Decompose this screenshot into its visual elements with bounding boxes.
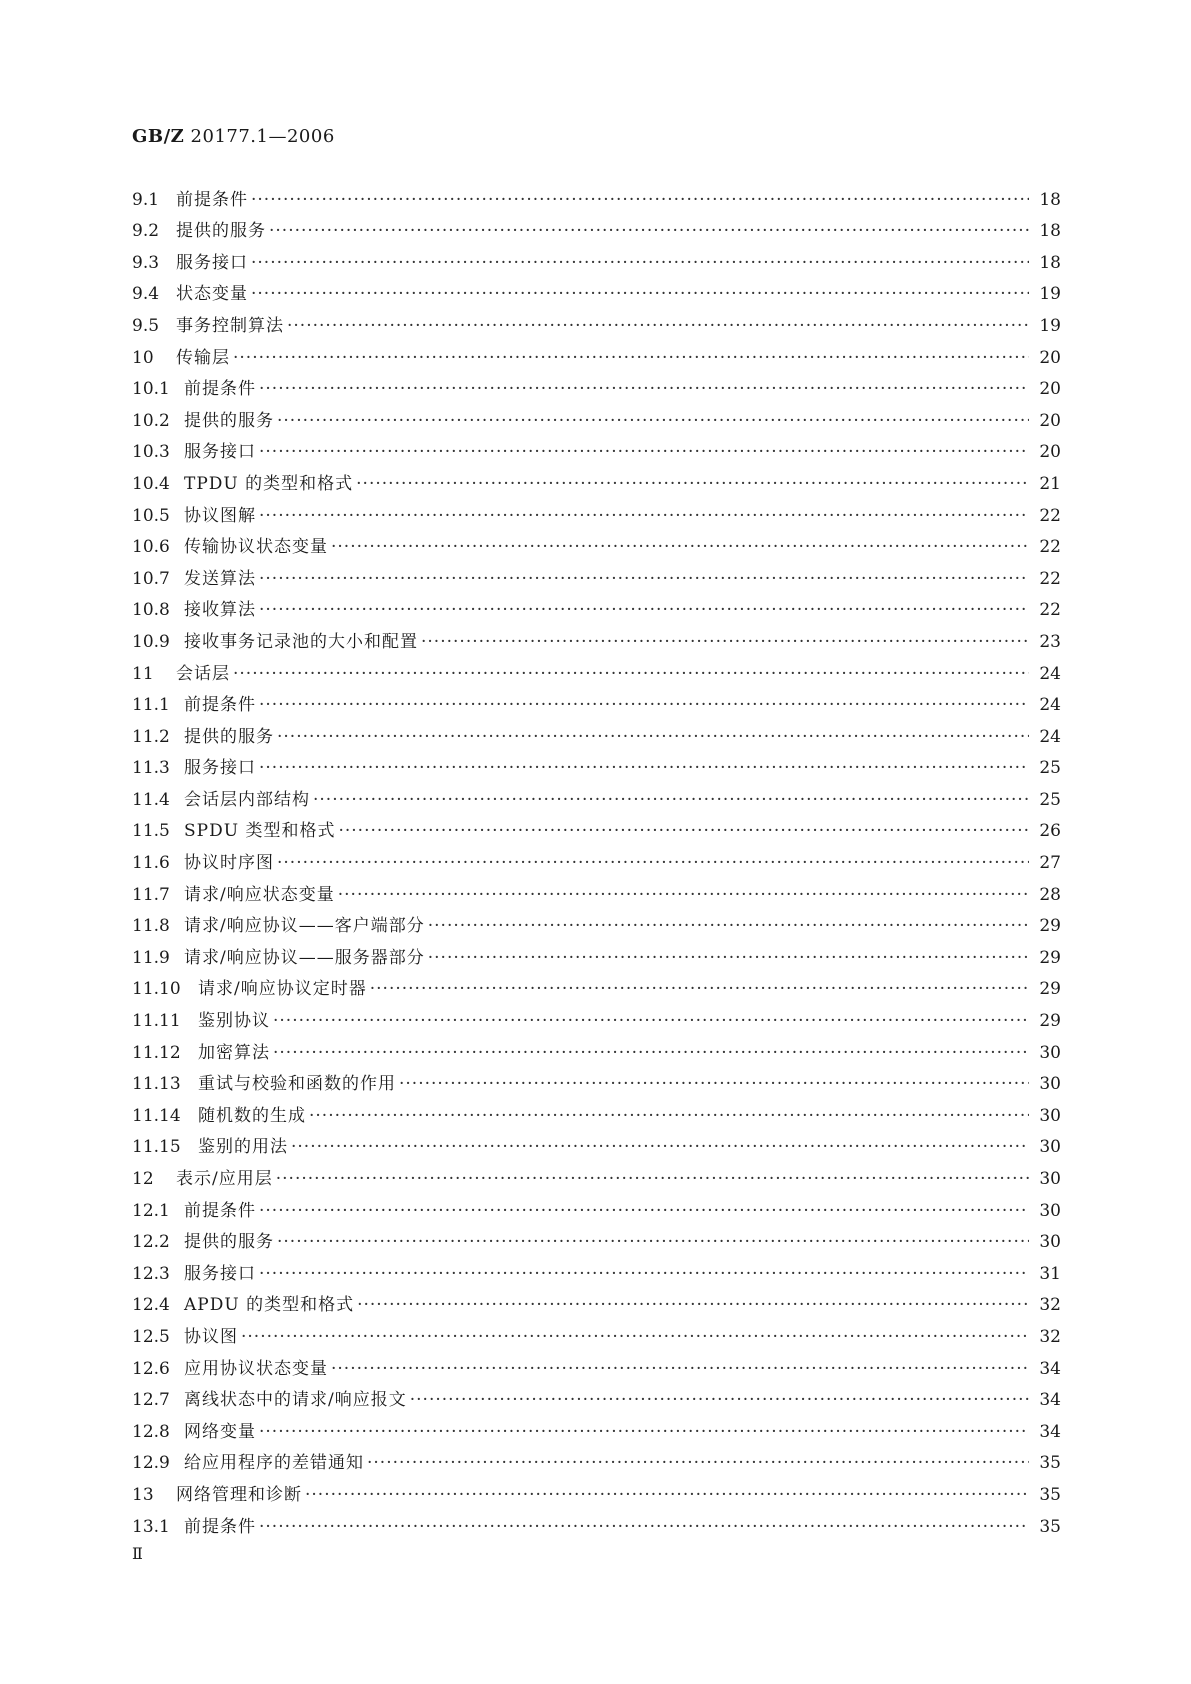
dot-leader [259, 1264, 1029, 1284]
dot-leader [259, 600, 1029, 620]
toc-entry-number: 11.13 [132, 1074, 181, 1095]
toc-entry-page: 18 [1039, 221, 1061, 242]
toc-entry[interactable] [132, 778, 1061, 810]
toc-entry-number: 10.8 [132, 600, 170, 621]
toc-entry-title: 前提条件 [184, 1200, 256, 1221]
toc-entry-number: 9.2 [132, 221, 160, 242]
toc-entry-page: 35 [1039, 1484, 1061, 1505]
toc-entry-page: 29 [1039, 947, 1061, 968]
toc-entry-number: 11.14 [132, 1105, 181, 1126]
dot-leader [269, 221, 1029, 241]
toc-entry[interactable] [132, 1126, 1061, 1158]
toc-entry-title: 随机数的生成 [198, 1105, 306, 1126]
dot-leader [331, 537, 1029, 557]
toc-entry-number: 10.7 [132, 568, 170, 589]
dot-leader [241, 1327, 1029, 1347]
toc-entry-number: 11.2 [132, 726, 170, 747]
toc-entry-title: SPDU 类型和格式 [184, 821, 336, 842]
toc-entry-page: 34 [1039, 1421, 1061, 1442]
toc-entry-title: 请求/响应协议——服务器部分 [184, 947, 425, 968]
toc-entry[interactable] [132, 841, 1061, 873]
toc-entry-title: 网络变量 [184, 1421, 256, 1442]
toc-entry-number: 10.2 [132, 410, 170, 431]
toc-entry[interactable] [132, 368, 1061, 400]
toc-entry-title: 提供的服务 [184, 726, 274, 747]
toc-entry[interactable] [132, 178, 1061, 210]
toc-entry[interactable] [132, 905, 1061, 937]
toc-entry-page: 23 [1039, 631, 1061, 652]
toc-entry-title: TPDU 的类型和格式 [184, 473, 354, 494]
toc-entry-title: 前提条件 [176, 189, 248, 210]
dot-leader [399, 1074, 1029, 1094]
toc-entry[interactable] [132, 999, 1061, 1031]
toc-entry-page: 20 [1039, 379, 1061, 400]
toc-entry-number: 12.6 [132, 1358, 170, 1379]
dot-leader [259, 758, 1029, 778]
toc-entry-page: 25 [1039, 789, 1061, 810]
toc-entry-number: 10.3 [132, 442, 170, 463]
dot-leader [259, 1201, 1029, 1221]
toc-entry-title: 网络管理和诊断 [176, 1484, 302, 1505]
toc-entry-page: 28 [1039, 884, 1061, 905]
toc-entry-number: 11.7 [132, 884, 170, 905]
toc-entry[interactable] [132, 1473, 1061, 1505]
toc-entry[interactable] [132, 210, 1061, 242]
toc-entry-page: 22 [1039, 568, 1061, 589]
toc-entry-title: 重试与校验和函数的作用 [198, 1074, 396, 1095]
toc-entry-page: 20 [1039, 442, 1061, 463]
toc-entry[interactable] [132, 1094, 1061, 1126]
toc-entry-page: 25 [1039, 758, 1061, 779]
toc-entry-title: 会话层 [176, 663, 230, 684]
dot-leader [273, 1043, 1029, 1063]
page-number: Ⅱ [132, 1544, 142, 1563]
toc-entry-title: 接收事务记录池的大小和配置 [184, 631, 418, 652]
dot-leader [259, 442, 1029, 462]
dot-leader [259, 695, 1029, 715]
toc-entry-title: 请求/响应状态变量 [184, 884, 335, 905]
toc-entry-title: 前提条件 [184, 695, 256, 716]
toc-entry-title: 表示/应用层 [176, 1169, 273, 1189]
toc-entry[interactable] [132, 241, 1061, 273]
dot-leader [277, 727, 1029, 747]
toc-entry-page: 18 [1039, 252, 1061, 273]
toc-entry-page: 35 [1039, 1453, 1061, 1474]
toc-entry-page: 27 [1039, 853, 1061, 874]
toc-entry-number: 10.1 [132, 379, 170, 400]
toc-entry-title: 加密算法 [198, 1042, 270, 1063]
toc-entry-number: 12.3 [132, 1263, 170, 1284]
dot-leader [370, 979, 1029, 999]
toc-entry-title: 提供的服务 [184, 410, 274, 431]
dot-leader [331, 1359, 1029, 1379]
toc-entry[interactable] [132, 1347, 1061, 1379]
toc-entry-page: 35 [1039, 1516, 1061, 1537]
toc-entry[interactable] [132, 526, 1061, 558]
toc-entry-title: 离线状态中的请求/响应报文 [184, 1390, 407, 1411]
toc-entry-title: 服务接口 [184, 442, 256, 463]
dot-leader [233, 348, 1029, 368]
toc-entry[interactable] [132, 1189, 1061, 1221]
toc-entry[interactable] [132, 273, 1061, 305]
toc-entry-page: 22 [1039, 537, 1061, 558]
dot-leader [309, 1106, 1029, 1126]
toc-entry[interactable] [132, 968, 1061, 1000]
toc-entry[interactable] [132, 1063, 1061, 1095]
toc-entry-page: 29 [1039, 1011, 1061, 1032]
toc-entry-page: 32 [1039, 1326, 1061, 1347]
toc-entry-number: 11.3 [132, 758, 170, 779]
toc-entry-title: 接收算法 [184, 600, 256, 621]
toc-entry-title: 状态变量 [176, 284, 248, 305]
toc-entry-number: 11.4 [132, 789, 170, 810]
toc-entry-page: 30 [1039, 1137, 1061, 1158]
toc-entry-number: 12.2 [132, 1232, 170, 1253]
toc-entry-title: 提供的服务 [176, 221, 266, 242]
toc-entry-title: 服务接口 [176, 252, 248, 273]
dot-leader [251, 284, 1029, 304]
toc-entry-number: 10.9 [132, 631, 170, 652]
toc-entry-number: 11.15 [132, 1137, 181, 1158]
toc-entry[interactable] [132, 1315, 1061, 1347]
toc-entry-page: 21 [1039, 473, 1061, 494]
toc-entry-title: 会话层内部结构 [184, 789, 310, 810]
toc-entry-title: APDU 的类型和格式 [184, 1295, 355, 1316]
toc-entry-number: 13.1 [132, 1516, 170, 1537]
toc-entry-title: 前提条件 [184, 379, 256, 400]
toc-entry[interactable] [132, 1505, 1061, 1537]
dot-leader [251, 190, 1029, 210]
standard-number: 20177.1—2006 [190, 126, 335, 147]
toc-entry-title: 发送算法 [184, 568, 256, 589]
toc-entry-title: 给应用程序的差错通知 [184, 1453, 364, 1474]
toc-entry-number: 9.5 [132, 315, 160, 336]
standard-code: GB/Z [132, 126, 185, 147]
toc-entry-number: 11.11 [132, 1011, 181, 1032]
dot-leader [259, 569, 1029, 589]
toc-entry-number: 11.10 [132, 979, 181, 1000]
toc-entry-page: 26 [1039, 821, 1061, 842]
dot-leader [356, 474, 1029, 494]
toc-entry-title: 服务接口 [184, 1263, 256, 1284]
toc-entry[interactable] [132, 1410, 1061, 1442]
toc-entry[interactable] [132, 399, 1061, 431]
dot-leader [259, 506, 1029, 526]
toc-entry-number: 13 [132, 1484, 154, 1505]
toc-entry-title: 协议图 [184, 1326, 238, 1347]
toc-entry-number: 12 [132, 1169, 154, 1189]
toc-entry-page: 22 [1039, 505, 1061, 526]
toc-entry-page: 20 [1039, 410, 1061, 431]
toc-entry-page: 24 [1039, 726, 1061, 747]
toc-entry-title: 鉴别协议 [198, 1011, 270, 1032]
toc-entry-page: 24 [1039, 663, 1061, 684]
dot-leader [277, 411, 1029, 431]
toc-entry[interactable] [132, 1031, 1061, 1063]
toc-entry-number: 12.7 [132, 1390, 170, 1411]
toc-entry[interactable] [132, 336, 1061, 368]
toc-entry-title: 鉴别的用法 [198, 1137, 288, 1158]
toc-entry-number: 10.5 [132, 505, 170, 526]
toc-entry-page: 30 [1039, 1169, 1061, 1189]
toc-entry[interactable] [132, 589, 1061, 621]
toc-entry[interactable] [132, 557, 1061, 589]
dot-leader [428, 916, 1029, 936]
toc-entry-page: 22 [1039, 600, 1061, 621]
toc-entry-number: 11.8 [132, 916, 170, 937]
dot-leader [287, 316, 1029, 336]
dot-leader [233, 664, 1029, 684]
toc-entry-number: 11.1 [132, 695, 170, 716]
table-of-contents [132, 178, 1061, 1537]
toc-entry[interactable] [132, 304, 1061, 336]
toc-entry[interactable] [132, 810, 1061, 842]
toc-entry-page: 31 [1039, 1263, 1061, 1284]
toc-entry-page: 30 [1039, 1200, 1061, 1221]
toc-entry[interactable] [132, 1379, 1061, 1411]
toc-entry-title: 服务接口 [184, 758, 256, 779]
dot-leader [259, 379, 1029, 399]
toc-entry-page: 19 [1039, 284, 1061, 305]
toc-entry[interactable] [132, 873, 1061, 905]
toc-entry[interactable] [132, 715, 1061, 747]
toc-entry[interactable] [132, 1252, 1061, 1284]
toc-entry-title: 请求/响应协议——客户端部分 [184, 916, 425, 937]
toc-entry[interactable] [132, 620, 1061, 652]
dot-leader [277, 1232, 1029, 1252]
toc-entry-number: 12.5 [132, 1326, 170, 1347]
toc-entry-number: 9.1 [132, 189, 160, 210]
toc-entry[interactable] [132, 494, 1061, 526]
toc-entry-title: 传输层 [176, 347, 230, 368]
dot-leader [259, 1422, 1029, 1442]
document-header [132, 126, 335, 147]
toc-entry[interactable] [132, 684, 1061, 716]
dot-leader [273, 1011, 1029, 1031]
toc-entry-page: 29 [1039, 916, 1061, 937]
toc-entry-number: 12.4 [132, 1295, 170, 1316]
toc-entry-page: 30 [1039, 1105, 1061, 1126]
toc-entry-page: 30 [1039, 1074, 1061, 1095]
dot-leader [338, 821, 1029, 841]
toc-entry-number: 11.6 [132, 853, 170, 874]
toc-entry-number: 11 [132, 663, 154, 684]
dot-leader [259, 1517, 1029, 1537]
dot-leader [276, 1169, 1029, 1189]
dot-leader [367, 1453, 1029, 1473]
dot-leader [421, 632, 1029, 652]
toc-entry-number: 9.4 [132, 284, 160, 305]
toc-entry-page: 19 [1039, 315, 1061, 336]
toc-entry-title: 前提条件 [184, 1516, 256, 1537]
toc-entry-number: 12.8 [132, 1421, 170, 1442]
toc-entry-title: 协议时序图 [184, 853, 274, 874]
toc-entry-title: 请求/响应协议定时器 [198, 979, 367, 1000]
dot-leader [305, 1485, 1029, 1505]
toc-entry-number: 11.9 [132, 947, 170, 968]
toc-entry-number: 9.3 [132, 252, 160, 273]
toc-entry-title: 应用协议状态变量 [184, 1358, 328, 1379]
toc-entry-title: 协议图解 [184, 505, 256, 526]
toc-entry-number: 11.12 [132, 1042, 181, 1063]
toc-entry[interactable] [132, 1157, 1061, 1189]
toc-entry-page: 34 [1039, 1358, 1061, 1379]
toc-entry-page: 30 [1039, 1042, 1061, 1063]
toc-entry-title: 事务控制算法 [176, 315, 284, 336]
toc-entry[interactable] [132, 747, 1061, 779]
toc-entry-title: 传输协议状态变量 [184, 537, 328, 558]
toc-entry-number: 10.6 [132, 537, 170, 558]
dot-leader [291, 1137, 1029, 1157]
toc-entry[interactable] [132, 431, 1061, 463]
dot-leader [277, 853, 1029, 873]
toc-entry-page: 24 [1039, 695, 1061, 716]
toc-entry[interactable] [132, 1284, 1061, 1316]
toc-entry-number: 12.1 [132, 1200, 170, 1221]
toc-entry-page: 18 [1039, 189, 1061, 210]
toc-entry[interactable] [132, 1221, 1061, 1253]
toc-entry-page: 34 [1039, 1390, 1061, 1411]
toc-entry[interactable] [132, 936, 1061, 968]
toc-entry-number: 12.9 [132, 1453, 170, 1474]
toc-entry-number: 10.4 [132, 473, 170, 494]
dot-leader [428, 948, 1029, 968]
dot-leader [410, 1390, 1029, 1410]
toc-entry[interactable] [132, 652, 1061, 684]
toc-entry-page: 29 [1039, 979, 1061, 1000]
toc-entry-title: 提供的服务 [184, 1232, 274, 1253]
dot-leader [251, 253, 1029, 273]
toc-entry-number: 11.5 [132, 821, 170, 842]
toc-entry[interactable] [132, 462, 1061, 494]
dot-leader [357, 1295, 1029, 1315]
toc-entry-page: 32 [1039, 1295, 1061, 1316]
toc-entry-page: 30 [1039, 1232, 1061, 1253]
dot-leader [313, 790, 1029, 810]
toc-entry-page: 20 [1039, 347, 1061, 368]
toc-entry-number: 10 [132, 347, 154, 368]
toc-entry[interactable] [132, 1442, 1061, 1474]
dot-leader [338, 885, 1029, 905]
